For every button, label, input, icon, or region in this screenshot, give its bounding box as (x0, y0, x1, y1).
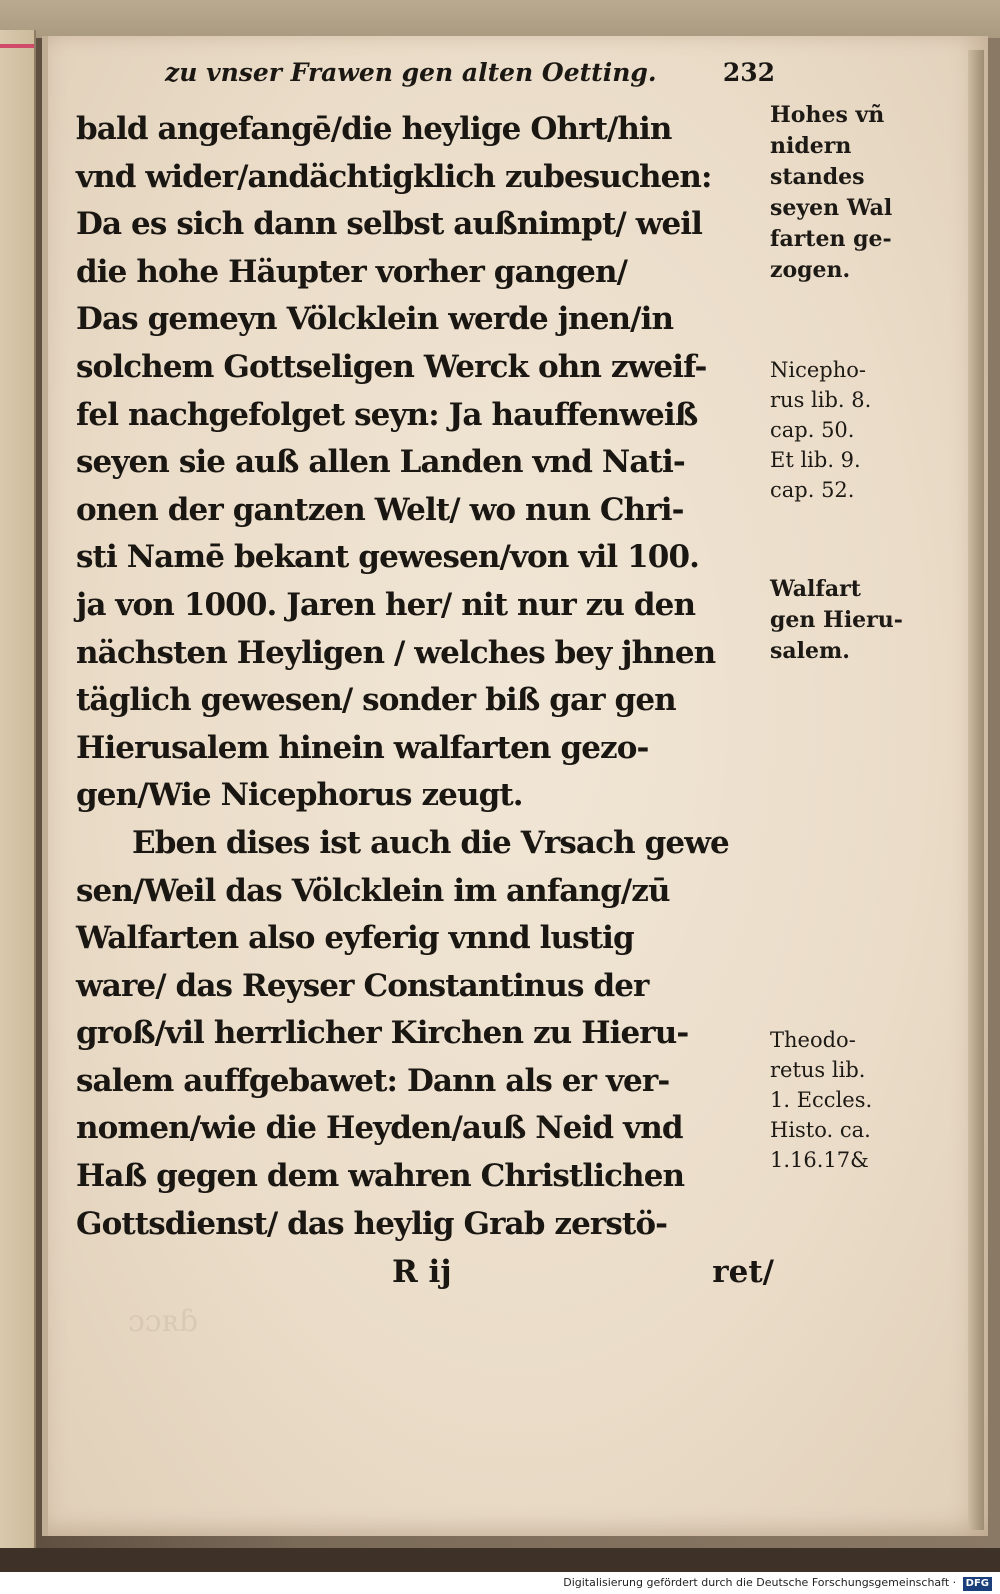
note-line: cap. 52. (770, 478, 855, 502)
text-line: täglich gewesen/ sonder biß gar gen (76, 682, 676, 719)
margin-note-nicephorus (770, 355, 940, 505)
note-line: Histo. ca. (770, 1118, 871, 1142)
note-line: farten ge- (770, 226, 892, 252)
text-line: bald angefangē/die heylige Ohrt/hin (76, 111, 672, 147)
text-line: groß/vil herrlicher Kirchen zu Hieru- (76, 1015, 689, 1052)
ink-bleed-through: ɔɔʀɓ (128, 1304, 199, 1339)
text-line: Da es sich dann selbst außnimpt/ weil (76, 206, 703, 243)
note-line: Theodo- (770, 1028, 856, 1052)
note-line: nidern (770, 133, 852, 159)
ribbon-marker (0, 44, 34, 48)
margin-note-jerusalem (770, 574, 940, 667)
text-line: gen/Wie Nicephorus zeugt. (76, 777, 523, 814)
text-line: salem auffgebawet: Dann als er ver- (76, 1062, 670, 1099)
note-line: standes (770, 164, 865, 190)
margin-note-theodoretus (770, 1025, 940, 1175)
text-line: Gottsdienst/ das heylig Grab zerstö- (76, 1205, 668, 1242)
note-line: Hohes vñ (770, 102, 885, 128)
page-stack-edge (968, 50, 984, 1530)
note-line: 1.16.17& (770, 1148, 869, 1172)
running-title: zu vnser Frawen gen alten Oetting. (165, 58, 657, 87)
text-line: sti Namē bekant gewesen/von vil 100. (76, 539, 700, 576)
running-header (165, 58, 775, 94)
margin-note-pilgrimages (770, 100, 940, 286)
text-line: die hohe Häupter vorher gangen/ (76, 253, 628, 290)
text-line: solchem Gottseligen Werck ohn zweif- (76, 348, 707, 385)
note-line: zogen. (770, 257, 851, 283)
note-line: cap. 50. (770, 418, 855, 442)
page-footer (392, 1254, 774, 1304)
text-line: onen der gantzen Welt/ wo nun Chri- (76, 491, 684, 528)
note-line: gen Hieru- (770, 607, 903, 633)
signature-mark: R ij (392, 1254, 452, 1290)
text-line: Walfarten also eyferig vnnd lustig (76, 920, 634, 957)
book-bottom-edge (0, 1548, 1000, 1572)
text-line: Das gemeyn Völcklein werde jnen/in (76, 301, 674, 338)
dfg-logo: DFG (963, 1577, 992, 1591)
text-line: nomen/wie die Heyden/auß Neid vnd (76, 1110, 683, 1147)
previous-page-edge (0, 30, 36, 1550)
credit-text: Digitalisierung gefördert durch die Deutsche Forschungsgemeinschaft · (563, 1576, 957, 1589)
text-line: ja von 1000. Jaren her/ nit nur zu den (76, 586, 696, 623)
text-line: Hierusalem hinein walfarten gezo- (76, 729, 649, 766)
note-line: Walfart (770, 576, 861, 602)
margin-notes (770, 0, 940, 1500)
text-line: nächsten Heyligen / welches bey jhnen (76, 634, 716, 671)
text-line: seyen sie auß allen Landen vnd Nati- (76, 444, 685, 481)
catchword: ret/ (712, 1254, 774, 1290)
digitization-credit (0, 1572, 1000, 1594)
text-line: ware/ das Reyser Constantinus der (76, 967, 649, 1004)
text-line: sen/Weil das Völcklein im anfang/zū (76, 872, 670, 909)
text-line: fel nachgefolget seyn: Ja hauffenweiß (76, 396, 698, 433)
main-text-block (76, 106, 776, 1248)
note-line: salem. (770, 638, 850, 664)
note-line: seyen Wal (770, 195, 893, 221)
page-number: 232 (722, 58, 775, 87)
note-line: rus lib. 8. (770, 388, 872, 412)
note-line: Nicepho- (770, 358, 866, 382)
text-line: vnd wider/andächtigklich zubesuchen: (76, 158, 712, 195)
note-line: Et lib. 9. (770, 448, 861, 472)
note-line: 1. Eccles. (770, 1088, 873, 1112)
paragraph-start-line: Eben dises ist auch die Vrsach gewe (132, 824, 729, 861)
note-line: retus lib. (770, 1058, 866, 1082)
text-line: Haß gegen dem wahren Christlichen (76, 1158, 685, 1195)
